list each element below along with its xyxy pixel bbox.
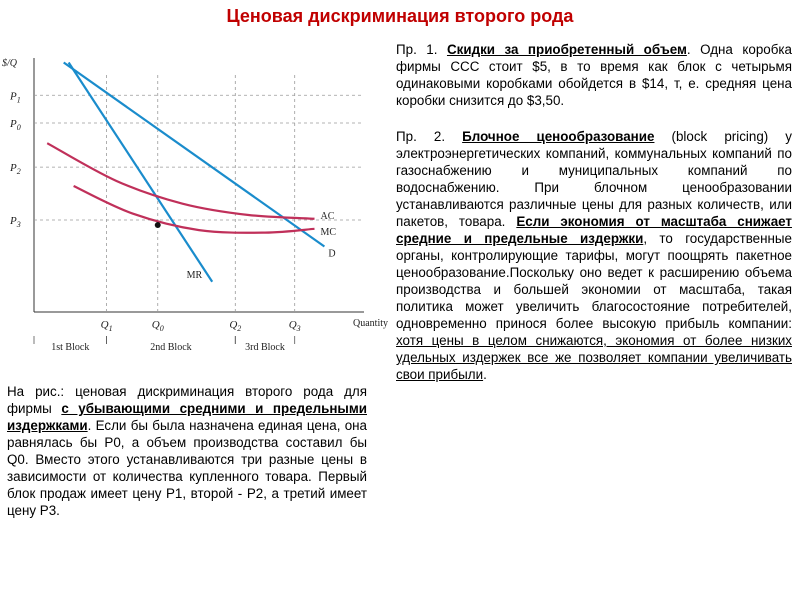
example-2-lead: Пр. 2. (396, 129, 446, 144)
x-axis-label: Quantity (353, 318, 388, 329)
example-1-body: . Одна коробка фирмы ССС стоит $5, в то время как блок с четырьмя одинаковыми коробками обойдется в $14, т, е. средняя цена коробки снизится до $3,50. (396, 42, 792, 108)
y-tick-label-2: $P_2$ (10, 162, 21, 177)
series-mr-label: MR (186, 269, 203, 281)
x-tick-label-3: $Q_3$ (288, 319, 301, 333)
y-tick-label-3: $P_3$ (10, 215, 21, 230)
example-1-text (396, 41, 792, 109)
series-d-label: D (328, 248, 336, 260)
slide-title: Ценовая дискриминация второго рода (226, 6, 574, 26)
decreasing-costs-term: с убывающими средними и предельными издержками (7, 401, 367, 433)
block-label-1: 2nd Block (150, 342, 192, 353)
volume-discounts-term: Скидки за приобретенный объем (446, 42, 687, 57)
block-label-2: 3rd Block (245, 342, 285, 353)
block-pricing-term: Блочное ценообразование (462, 129, 655, 144)
example-1-lead: Пр. 1. (396, 42, 438, 57)
x-tick-label-0: $Q_1$ (100, 319, 113, 333)
series-ac-line (47, 143, 314, 219)
x-tick-label-2: $Q_2$ (229, 319, 242, 333)
x-tick-label-1: $Q_0$ (151, 319, 164, 333)
series-mc-label: MC (320, 226, 337, 238)
y-axis-label: $/Q (2, 58, 17, 69)
series-mc-line (74, 186, 315, 233)
figure-description-text (7, 383, 367, 519)
figure-description-body: . Если бы была назначена единая цена, она равнялась бы P0, а объем производства составил бы Q0. Вместо этого устанавливаются три разные цены в зависимости от количества купленного товара. Первый блок продаж имеет цену P1, второй - P2, а третий имеет цену P3. (7, 418, 367, 518)
regulator-text: , то государственные органы, контролирующие тарифы, могут поощрять пакетное ценообразование (396, 231, 792, 280)
y-tick-label-0: $P_1$ (10, 90, 21, 105)
series-ac-label: AC (320, 210, 335, 222)
expansion-text: .Поскольку оно ведет к расширению объема производства и большей экономии от масштаба, такая политика может увеличить благосостояние потребителей, одновременно принося более высокую прибыль компании: (396, 265, 792, 331)
y-tick-label-1: $P_0$ (10, 118, 21, 132)
price-discrimination-chart (0, 48, 390, 360)
series-d-line (64, 63, 325, 247)
single-price-point (155, 222, 161, 228)
profit-text-end: . (483, 367, 487, 382)
economies-of-scale-text: Если экономия от масштаба снижает средние и предельные издержки (396, 214, 792, 246)
block-label-0: 1st Block (51, 342, 90, 353)
example-2-body: (block pricing) у электроэнергетических компаний, коммунальных компаний по газоснабжению и муниципальных компаний по водоснабжению. При блочном ценообразовании устанавливаются различные цены для разных количеств, или пакетов, товара. (396, 129, 792, 229)
profit-text: хотя цены в целом снижаются, экономия от более низких удельных издержек все же позволяет компании увеличивать свои прибыли (396, 333, 792, 382)
example-2-text (396, 128, 792, 383)
figure-description-lead: На рис.: ценовая дискриминация второго рода для фирмы (7, 384, 367, 416)
